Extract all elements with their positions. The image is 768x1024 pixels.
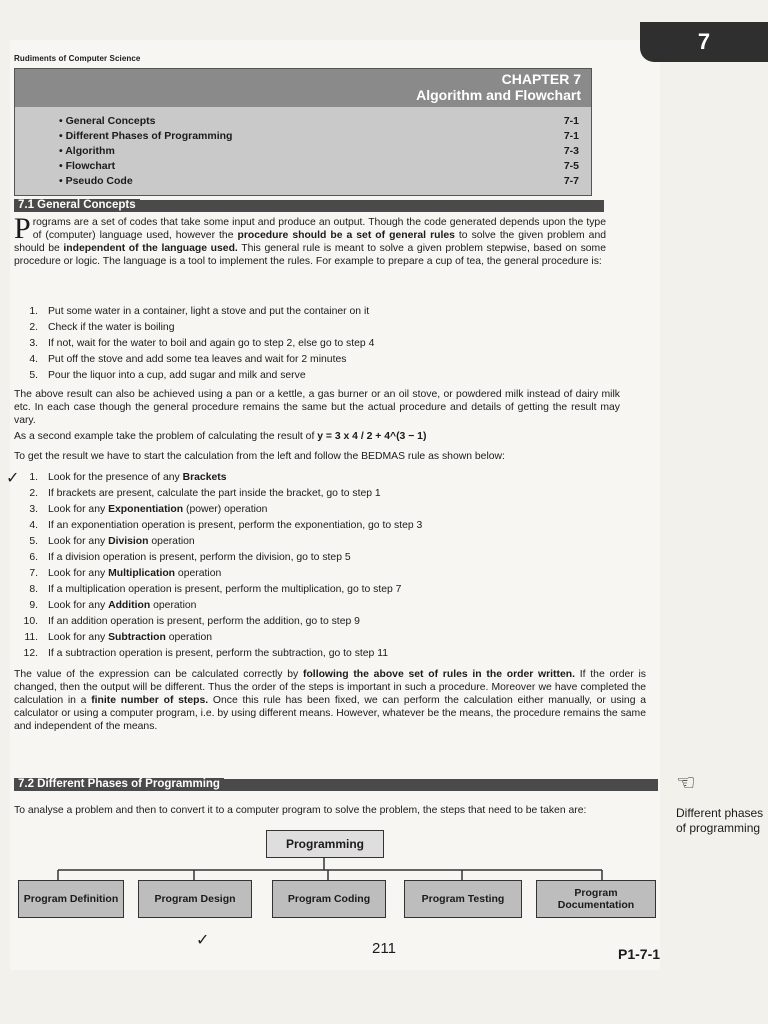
page-code: P1-7-1: [618, 946, 661, 962]
list-item: 2. If brackets are present, calculate the part inside the bracket, go to step 1: [29, 488, 381, 499]
paragraph-3: As a second example take the problem of calculating the result of y = 3 x 4 / 2 + 4^(3 − 1): [14, 431, 427, 442]
list-item: 6. If a division operation is present, perform the division, go to step 5: [29, 552, 351, 563]
chapter-tab: 7: [640, 22, 768, 62]
list-item: 1. Look for the presence of any Brackets: [29, 472, 227, 483]
list-item: 1. Put some water in a container, light a stove and put the container on it: [29, 306, 370, 317]
diagram-node: Program Design: [138, 880, 252, 918]
intro-paragraph: Programs are a set of codes that take some input and produce an output. Though the code generated depends upon the type of (computer) language used, however the procedure should be a set of general rules to solve the given problem and should be independent of the language used. This general rule is meant to solve a given problem stepwise, based on some procedure or logic. The language is a tool to implement the rules. For example to prepare a cup of tea, the general procedure is:: [14, 212, 606, 267]
phases-intro: To analyse a problem and then to convert it to a computer program to solve the problem, the steps that need to be taken are:: [14, 805, 587, 816]
diagram-node: Program Testing: [404, 880, 522, 918]
page-number: 211: [372, 940, 396, 957]
drop-cap: P: [14, 212, 31, 245]
toc-item: • General Concepts 7-1: [59, 115, 579, 130]
chapter-label: CHAPTER 7: [501, 71, 581, 87]
list-item: 10. If an addition operation is present, perform the addition, go to step 9: [23, 616, 360, 627]
bedmas-steps-list: [16, 470, 422, 662]
paragraph-2: The above result can also be achieved using a pan or a kettle, a gas burner or an oil stove, or powdered milk instead of dairy milk etc. In each case though the general procedure remains the same but the actual procedure and details of getting the result may vary.: [14, 389, 620, 426]
chapter-title: Algorithm and Flowchart: [416, 87, 581, 103]
phases-diagram: [18, 830, 658, 930]
toc-item: • Different Phases of Programming 7-1: [59, 130, 579, 145]
list-item: 2. Check if the water is boiling: [29, 322, 175, 333]
diagram-node: Program Definition: [18, 880, 124, 918]
section-heading-7-2: 7.2 Different Phases of Programming: [14, 778, 224, 790]
list-item: 12. If a subtraction operation is present, perform the subtraction, go to step 11: [23, 648, 389, 659]
diagram-node: Program Coding: [272, 880, 386, 918]
list-item: 3. If not, wait for the water to boil and again go to step 2, else go to step 4: [29, 338, 375, 349]
list-item: 5. Look for any Division operation: [29, 536, 195, 547]
list-item: 11. Look for any Subtraction operation: [24, 632, 213, 643]
list-item: 3. Look for any Exponentiation (power) operation: [29, 504, 268, 515]
list-item: 8. If a multiplication operation is present, perform the multiplication, go to step 7: [29, 584, 402, 595]
check-mark-icon: ✓: [196, 932, 210, 949]
diagram-root-programming: Programming: [266, 830, 384, 858]
list-item: 7. Look for any Multiplication operation: [29, 568, 222, 579]
pointing-hand-icon: ☜: [676, 770, 696, 795]
toc-item: • Algorithm 7-3: [59, 145, 579, 160]
paragraph-4: To get the result we have to start the calculation from the left and follow the BEDMAS rule as shown below:: [14, 451, 505, 462]
list-item: 9. Look for any Addition operation: [29, 600, 197, 611]
margin-note: Different phases of programming: [676, 806, 764, 835]
paragraph-5: The value of the expression can be calculated correctly by following the above set of rules in the order written. If the order is changed, then the output will be different. Thus the order of the steps is important in such a procedure. Moreover we have completed the calculation in a finite number of steps. Once this rule has been fixed, we can perform the calculation either manually, or using a calculator or using a computer program, i.e. by using different means. However, whatever be the means, the procedure remains the same and independent of the means.: [14, 669, 646, 732]
toc-item: • Flowchart 7-5: [59, 160, 579, 175]
table-of-contents: [59, 115, 579, 190]
diagram-node: Program Documentation: [536, 880, 656, 918]
running-title: Rudiments of Computer Science: [14, 54, 141, 63]
list-item: 4. If an exponentiation operation is present, perform the exponentiation, go to step 3: [29, 520, 423, 531]
chapter-header-box: [14, 68, 592, 196]
list-item: 5. Pour the liquor into a cup, add sugar and milk and serve: [29, 370, 306, 381]
check-mark-icon: ✓: [6, 470, 20, 487]
chapter-title-block: [416, 71, 581, 103]
list-item: 4. Put off the stove and add some tea leaves and wait for 2 minutes: [29, 354, 347, 365]
section-heading-7-1: 7.1 General Concepts: [14, 199, 140, 211]
tea-steps-list: [16, 304, 374, 384]
toc-item: • Pseudo Code 7-7: [59, 175, 579, 190]
